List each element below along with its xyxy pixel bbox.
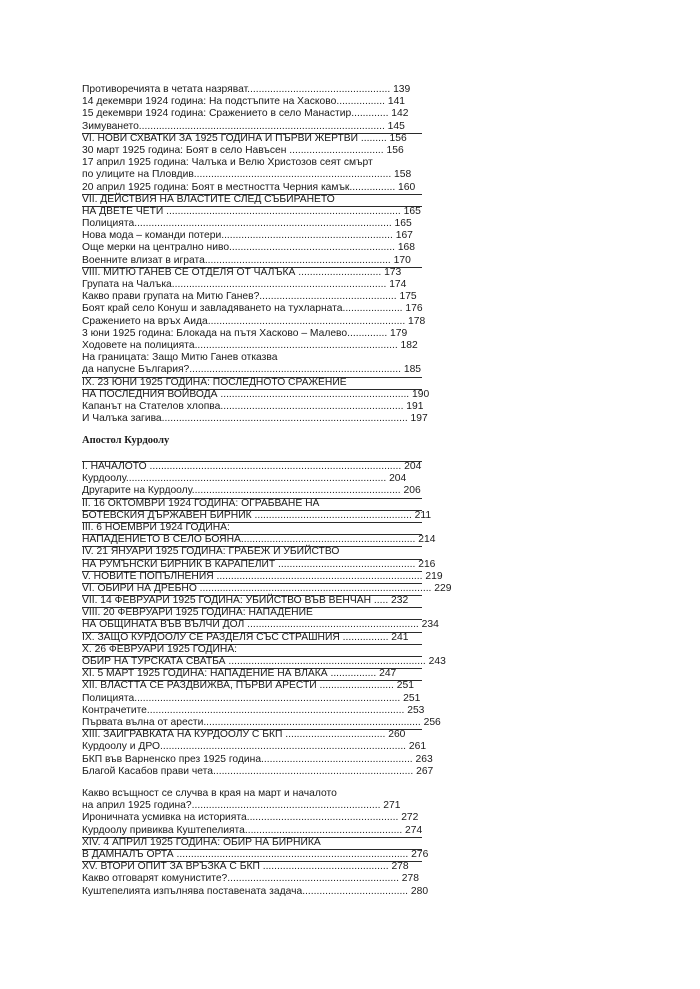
toc-entry-text: Боят край село Конуш и завладяването на тухларната..................... 176 [82,303,423,315]
toc-entry-line [82,291,427,303]
toc-entry-text: НА ОБЩИНАТА ВЪВ ВЪЛЧИ ДОЛ ............................................................ 234 [82,619,439,631]
toc-block-chalaka [82,84,430,425]
toc-chapter-line [82,509,432,522]
toc-chapter-line [82,570,443,583]
toc-entry-line [82,873,427,885]
chapter-divider [82,729,422,730]
chapter-divider [82,668,422,669]
toc-chapter-line [82,619,439,631]
chapter-divider [82,619,422,620]
toc-entry-text: V. НОВИТЕ ПОПЪЛНЕНИЯ ........................................................................ 219 [82,570,443,582]
toc-entry-line [82,169,427,181]
toc-entry-text: XII. ВЛАСТТА СЕ РАЗДВИЖВА, ПЪРВИ АРЕСТИ .......................... 251 [82,680,414,692]
toc-chapter-line [82,534,436,546]
toc-entry-text: Другарите на Курдоолу......................................................................... 206 [82,485,421,497]
chapter-divider [82,559,422,560]
chapter-divider [82,571,422,572]
toc-entry-text: XI. 5 МАРТ 1925 ГОДИНА: НАПАДЕНИЕ НА ВЛАКА ................ 247 [82,668,397,680]
chapter-divider [82,389,422,390]
toc-chapter-line [82,133,427,145]
toc-entry-text: Контрачетите.......................................................................................... 253 [82,704,425,716]
toc-entry-line [82,96,427,108]
toc-chapter-line [82,558,436,571]
toc-entry-line [82,157,427,169]
toc-entry-text: Какво всъщност се случва в края на март и началото [82,788,337,799]
toc-entry-text: Нова мода – команди потери............................................................ 167 [82,230,413,242]
toc-entry-text: И Чалъка загива...................................................................................... 197 [82,413,428,425]
toc-entry-text: IX. ЗАЩО КУРДООЛУ СЕ РАЗДЕЛЯ СЪС СТРАШНИЯ ................ 241 [82,631,409,643]
toc-entry-line [82,741,427,753]
toc-entry-text: 30 март 1925 година: Боят в село Навъсен ................................. 156 [82,144,404,156]
chapter-divider [82,498,422,499]
toc-chapter-line [82,729,427,741]
toc-entry-text: Зимуването...................................................................................... 145 [82,120,405,132]
toc-chapter-line [82,607,427,619]
toc-block-kurdoolu [82,461,452,778]
toc-entry-text: I. НАЧАЛОТО ........................................................................................ 204 [82,461,422,472]
toc-chapter-line [82,680,427,692]
chapter-divider [82,595,422,596]
toc-entry-text: Групата на Чалъка........................................................................... 174 [82,279,407,290]
chapter-divider [82,607,422,608]
toc-chapter-line [82,388,430,401]
toc-chapter-line [82,595,427,607]
toc-entry-text: III. 6 НОЕМВРИ 1924 ГОДИНА: [82,521,230,533]
toc-entry-line [82,825,427,837]
toc-entry-line [82,340,427,352]
toc-entry-line [82,255,427,267]
chapter-divider [82,837,422,838]
toc-entry-text: VI. ОБИРИ НА ДРЕБНО ................................................................................. 229 [82,582,452,594]
toc-chapter-line [82,837,427,849]
toc-entry-text: Военните влизат в играта................................................................. 170 [82,254,411,266]
toc-chapter-line [82,194,427,206]
toc-block-kurdoolu-continued [82,788,427,898]
toc-chapter-line [82,582,452,595]
toc-chapter-line [82,206,427,218]
chapter-divider [82,680,422,681]
toc-entry-text: Курдоолу привиква Куштепелията....................................................... 274 [82,824,423,836]
toc-entry-text: X. 26 ФЕВРУАРИ 1925 ГОДИНА: [82,643,238,655]
toc-entry-text: VIII. 20 ФЕВРУАРИ 1925 ГОДИНА: НАПАДЕНИЕ [82,607,313,619]
toc-entry-text: Капанът на Стателов хлопва................................................................ 191 [82,400,424,412]
toc-entry-text: На границата: Защо Митю Ганев отказва [82,352,278,364]
toc-entry-text: VIII. МИТЮ ГАНЕВ СЕ ОТДЕЛЯ ОТ ЧАЛЪКА ............................. 173 [82,266,402,278]
toc-entry-line [82,328,427,340]
chapter-divider [82,644,422,645]
toc-entry-text: 17 април 1925 година: Чалъка и Велю Христозов сеят смърт [82,157,373,169]
toc-chapter-line [82,461,427,473]
toc-entry-line [82,279,427,291]
toc-entry-text: XIII. ЗАИГРАВКАТА НА КУРДООЛУ С БКП ................................... 260 [82,729,406,741]
toc-entry-text: Противоречията в четата назряват.................................................. 139 [82,84,411,95]
toc-entry-text: Какво прави групата на Митю Ганев?................................................ 175 [82,291,417,303]
chapter-divider [82,522,422,523]
toc-entry-text: НА РУМЪНСКИ БИРНИК В КАРАПЕЛИТ ................................................ 216 [82,558,436,570]
toc-entry-text: Полицията............................................................................................. 251 [82,692,421,704]
toc-entry-line [82,242,427,254]
toc-entry-line [82,84,427,96]
toc-entry-line [82,485,427,497]
toc-entry-line [82,316,427,328]
toc-entry-line [82,182,427,194]
toc-entry-text: XIV. 4 АПРИЛ 1925 ГОДИНА: ОБИР НА БИРНИКА [82,836,321,848]
toc-entry-text: ОБИР НА ТУРСКАТА СВАТБА ..................................................................... 243 [82,656,446,667]
toc-entry-text: Първата вълна от арести............................................................................ 256 [82,716,441,728]
toc-entry-text: 15 декември 1924 година: Сражението в село Манастир............. 142 [82,108,409,120]
toc-chapter-line [82,656,446,668]
toc-entry-text: VII. ДЕЙСТВИЯ НА ВЛАСТИТЕ СЛЕД СЪБИРАНЕТО [82,193,335,205]
toc-entry-text: БКП във Варненско през 1925 година..................................................... 263 [82,753,433,765]
toc-entry-text: НА ПОСЛЕДНИЯ ВОЙВОДА .................................................................. 190 [82,388,430,400]
chapter-divider [82,849,422,850]
toc-entry-text: Сражението на връх Аида..................................................................... 178 [82,315,426,327]
chapter-divider [82,656,422,657]
toc-entry-text: Ходовете на полицията....................................................................... 182 [82,339,418,351]
toc-entry-line [82,788,427,800]
chapter-divider [82,632,422,633]
toc-entry-text: В ДАМНАЛЪ ОРТА ................................................................................. 276 [82,848,429,860]
toc-entry-line [82,230,427,242]
toc-entry-text: 3 юни 1925 година: Блокада на пътя Хасково – Малево.............. 179 [82,327,408,339]
toc-entry-line [82,218,427,230]
chapter-divider [82,267,422,268]
chapter-divider [82,546,422,547]
toc-entry-text: XV. ВТОРИ ОПИТ ЗА ВРЪЗКА С БКП ............................................ 278 [82,861,409,873]
toc-chapter-line [82,546,427,558]
toc-entry-line [82,303,427,315]
toc-entry-line [82,413,427,425]
toc-entry-line [82,145,427,157]
toc-entry-text: Куштепелията изпълнява поставената задача..................................... 280 [82,885,429,897]
toc-entry-text: 20 април 1925 година: Боят в местността Черния камък................ 160 [82,181,416,193]
chapter-divider [82,861,422,862]
toc-entry-line [82,765,434,778]
toc-entry-line [82,121,427,133]
chapter-divider [82,206,422,207]
toc-entry-line [82,108,427,120]
toc-chapter-line [82,861,427,873]
toc-entry-text: на април 1925 година?.................................................................. 271 [82,800,401,812]
toc-entry-text: Курдоолу и ДРО...................................................................................... 261 [82,741,427,753]
toc-entry-text: VII. 14 ФЕВРУАРИ 1925 ГОДИНА: УБИЙСТВО ВЪВ ВЕНЧАН ..... 232 [82,595,409,607]
chapter-divider [82,194,422,195]
toc-chapter-line [82,632,427,644]
toc-entry-line [82,693,427,705]
chapter-divider [82,583,422,584]
toc-entry-line [82,812,427,824]
toc-entry-line [82,364,427,376]
toc-entry-line [82,886,427,898]
chapter-divider [82,133,422,134]
toc-entry-text: БОТЕВСКИЯ ДЪРЖАВЕН БИРНИК ....................................................... 211 [82,509,432,521]
toc-entry-line [82,473,427,485]
toc-entry-line [82,716,441,729]
toc-entry-text: Какво отговарят комунистите?............................................................ 278 [82,873,419,885]
toc-entry-line [82,800,427,812]
toc-entry-text: Ироничната усмивка на историята..................................................... 272 [82,812,419,824]
section-title: Апостол Курдоолу [82,435,170,446]
toc-entry-text: VI. НОВИ СХВАТКИ ЗА 1925 ГОДИНА И ПЪРВИ ЖЕРТВИ ......... 156 [82,132,407,144]
toc-entry-text: НА ДВЕТЕ ЧЕТИ .................................................................................. 165 [82,205,421,217]
chapter-divider [82,534,422,535]
toc-entry-text: Курдоолу........................................................................................... 204 [82,473,407,485]
chapter-divider [82,510,422,511]
toc-chapter-line [82,377,427,389]
toc-entry-text: Още мерки на централно ниво.......................................................... 168 [82,242,416,254]
toc-entry-text: Благой Касабов прави чета...................................................................... 267 [82,765,434,777]
toc-chapter-line [82,668,427,680]
toc-entry-line [82,705,427,717]
toc-entry-text: по улиците на Пловдив..................................................................... 158 [82,169,412,181]
toc-entry-text: IX. 23 ЮНИ 1925 ГОДИНА: ПОСЛЕДНОТО СРАЖЕНИЕ [82,376,347,388]
toc-entry-text: 14 декември 1924 година: На подстъпите на Хасково................. 141 [82,96,406,108]
toc-entry-line [82,753,433,766]
toc-entry-text: да напусне България?.......................................................................... 185 [82,364,422,376]
toc-entry-text: II. 16 ОКТОМВРИ 1924 ГОДИНА: ОГРАБВАНЕ НА [82,497,320,509]
toc-entry-text: НАПАДЕНИЕТО В СЕЛО БОЯНА............................................................. 214 [82,534,436,546]
toc-entry-line [82,401,427,413]
chapter-divider [82,461,422,462]
toc-entry-text: Полицията.......................................................................................... 165 [82,218,412,230]
chapter-divider [82,377,422,378]
toc-entry-text: IV. 21 ЯНУАРИ 1925 ГОДИНА: ГРАБЕЖ И УБИЙСТВО [82,546,340,558]
toc-chapter-line [82,644,427,656]
toc-chapter-line [82,267,427,279]
toc-chapter-line [82,849,427,861]
toc-entry-line [82,352,427,364]
toc-chapter-line [82,498,427,510]
toc-chapter-line [82,522,427,534]
